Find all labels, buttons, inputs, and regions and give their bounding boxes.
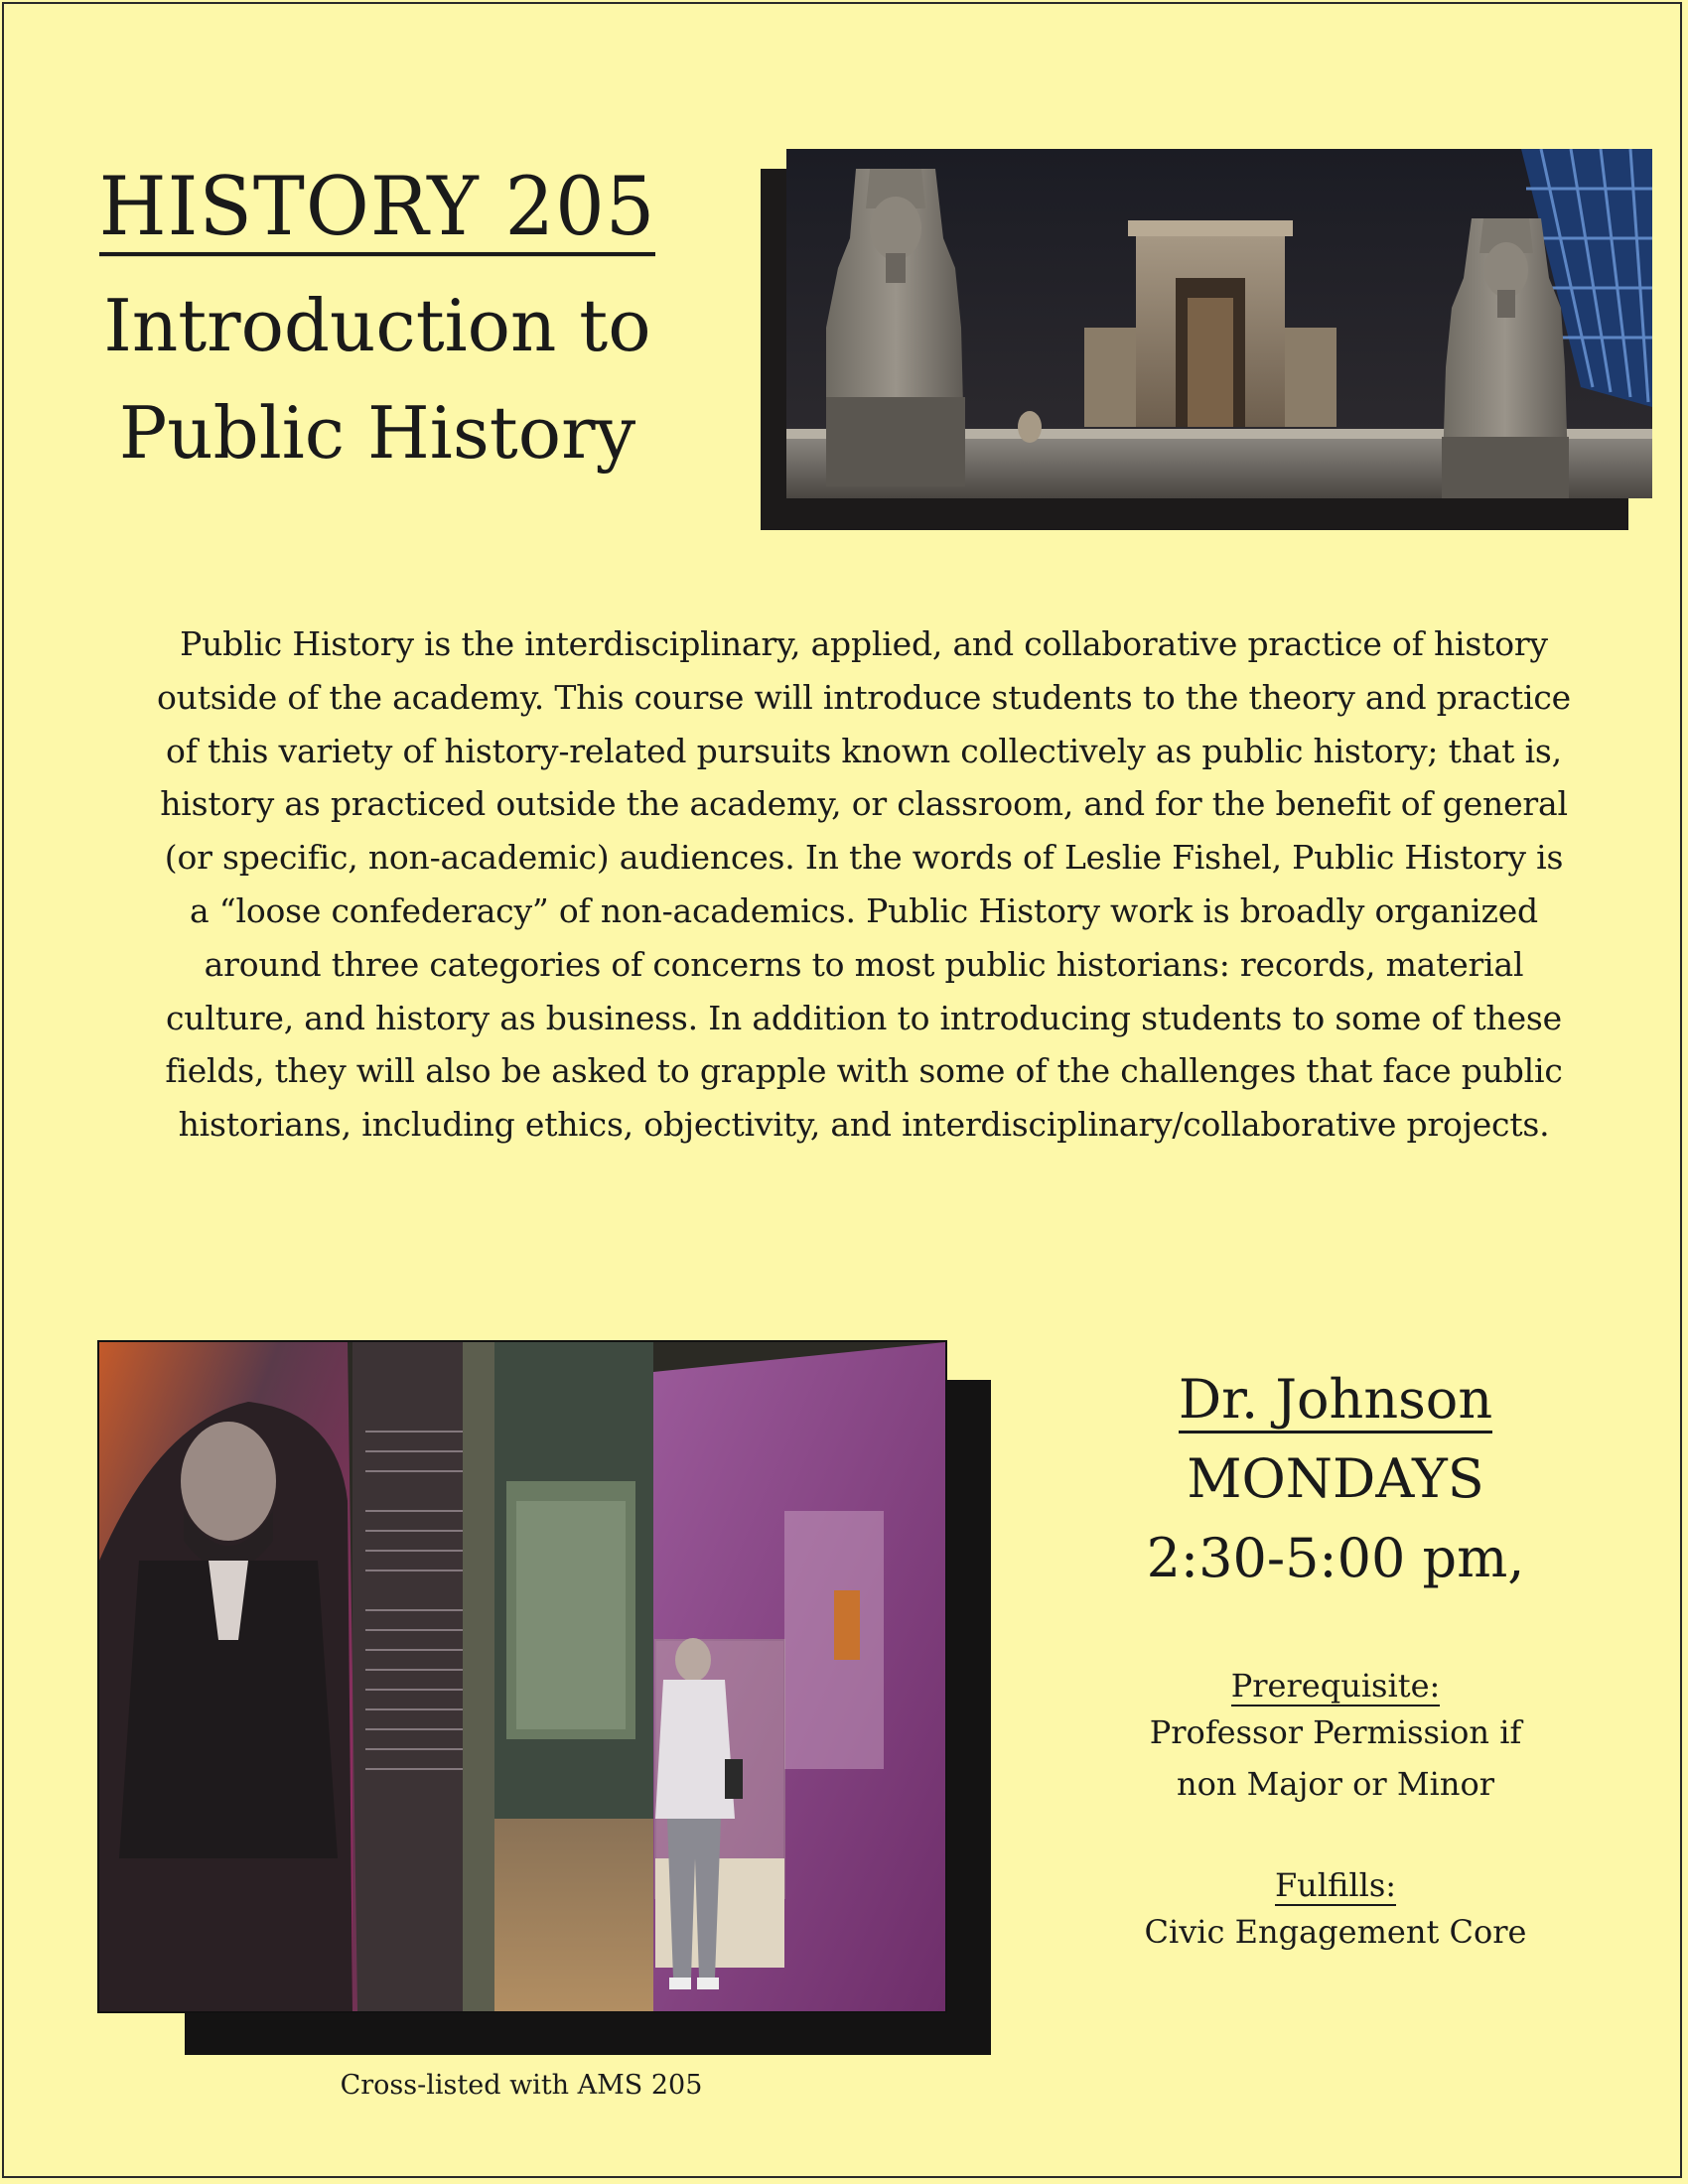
fulfills-section (1092, 1867, 1579, 1958)
prerequisite-line2: non Major or Minor (1176, 1765, 1495, 1804)
museum-exhibit-photo (97, 1340, 947, 2013)
instructor-name: Dr. Johnson (1179, 1370, 1492, 1433)
course-name-line2: Public History (118, 391, 636, 475)
prerequisite-label: Prerequisite: (1230, 1667, 1441, 1706)
course-info (1092, 1370, 1579, 1958)
description-line: of this variety of history-related pursuits known collectively as public history; that is, (166, 731, 1562, 770)
description-line: history as practiced outside the academy, or classroom, and for the benefit of general (160, 784, 1568, 824)
egyptian-gallery-illustration (786, 149, 1652, 498)
description-line: around three categories of concerns to most public historians: records, material (204, 944, 1524, 984)
prerequisite-line1: Professor Permission if (1149, 1713, 1522, 1752)
schedule-time: 2:30-5:00 pm, (1146, 1527, 1525, 1590)
title-block (50, 160, 705, 486)
description-line: a “loose confederacy” of non-academics. Public History work is broadly organized (190, 890, 1538, 930)
description-line: (or specific, non-academic) audiences. In the words of Leslie Fishel, Public History is (164, 838, 1564, 878)
cross-listing-caption: Cross-listed with AMS 205 (340, 2070, 703, 2101)
course-code: HISTORY 205 (99, 167, 656, 256)
course-name-line1: Introduction to (103, 284, 651, 367)
description-line: historians, including ethics, objectivity, and interdisciplinary/collaborative projects. (178, 1105, 1550, 1145)
course-description (99, 617, 1628, 1152)
description-line: fields, they will also be asked to grapple with some of the challenges that face public (165, 1051, 1563, 1091)
fulfills-label: Fulfills: (1274, 1866, 1397, 1905)
description-line: culture, and history as business. In addition to introducing students to some of these (166, 998, 1562, 1037)
fulfills-value: Civic Engagement Core (1144, 1912, 1527, 1951)
description-line: Public History is the interdisciplinary, applied, and collaborative practice of history (180, 624, 1548, 663)
prerequisite-section (1092, 1668, 1579, 1810)
egyptian-gallery-photo (786, 149, 1652, 498)
description-line: outside of the academy. This course will introduce students to the theory and practice (157, 677, 1571, 717)
museum-exhibit-illustration (99, 1342, 945, 2011)
schedule-day: MONDAYS (1187, 1447, 1484, 1511)
